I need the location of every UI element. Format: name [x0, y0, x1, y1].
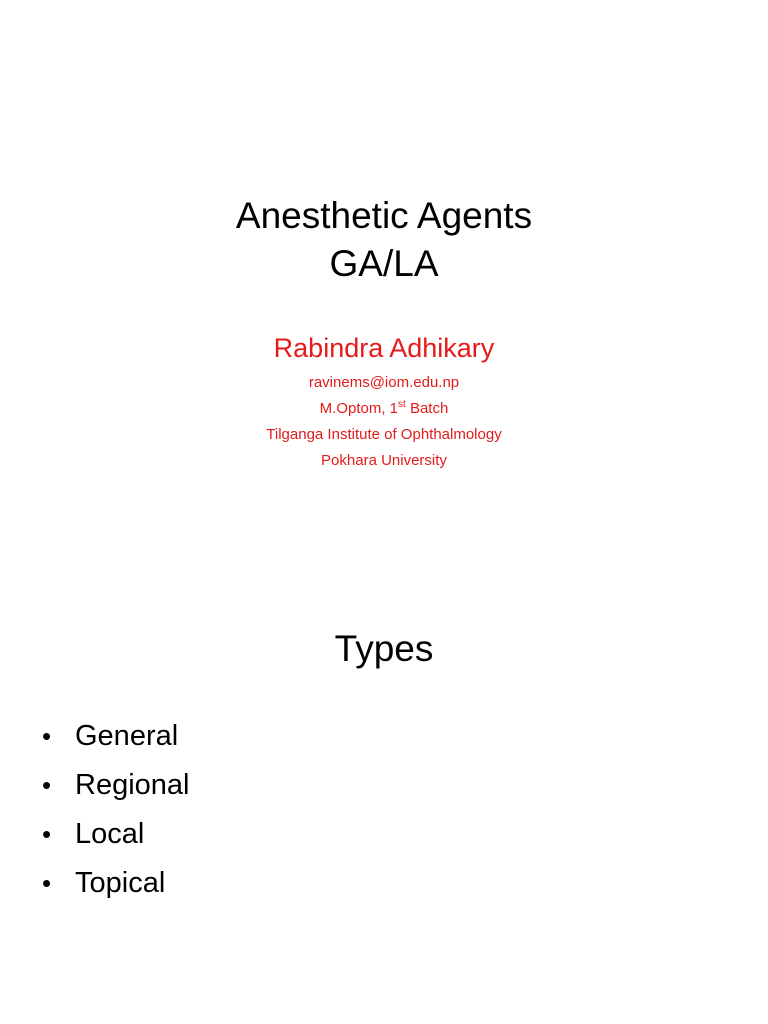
- author-block: [0, 330, 768, 474]
- list-item: [42, 712, 189, 761]
- slide-title: [0, 192, 768, 288]
- title-line-2: GA/LA: [329, 243, 439, 284]
- degree-prefix: M.Optom, 1: [319, 400, 399, 417]
- bullet-icon: •: [42, 819, 52, 849]
- list-item-label: Topical: [75, 867, 166, 899]
- list-item: [42, 810, 189, 859]
- author-degree: [0, 396, 768, 422]
- bullet-icon: •: [42, 770, 52, 800]
- list-item-label: General: [75, 720, 179, 752]
- author-institute: Tilganga Institute of Ophthalmology: [266, 426, 502, 443]
- author-name: Rabindra Adhikary: [273, 333, 495, 363]
- section-title: Types: [334, 628, 434, 669]
- types-slide: [0, 512, 768, 1024]
- author-university: Pokhara University: [321, 452, 447, 469]
- bullet-icon: •: [42, 721, 52, 751]
- degree-suffix: Batch: [405, 400, 449, 417]
- list-item-label: Local: [75, 818, 145, 850]
- bullet-icon: •: [42, 868, 52, 898]
- types-list: [42, 712, 189, 908]
- list-item-label: Regional: [75, 769, 190, 801]
- list-item: [42, 859, 189, 908]
- author-email: ravinems@iom.edu.np: [308, 374, 460, 391]
- degree-ordinal: st: [398, 399, 406, 410]
- list-item: [42, 761, 189, 810]
- title-line-1: Anesthetic Agents: [235, 195, 533, 236]
